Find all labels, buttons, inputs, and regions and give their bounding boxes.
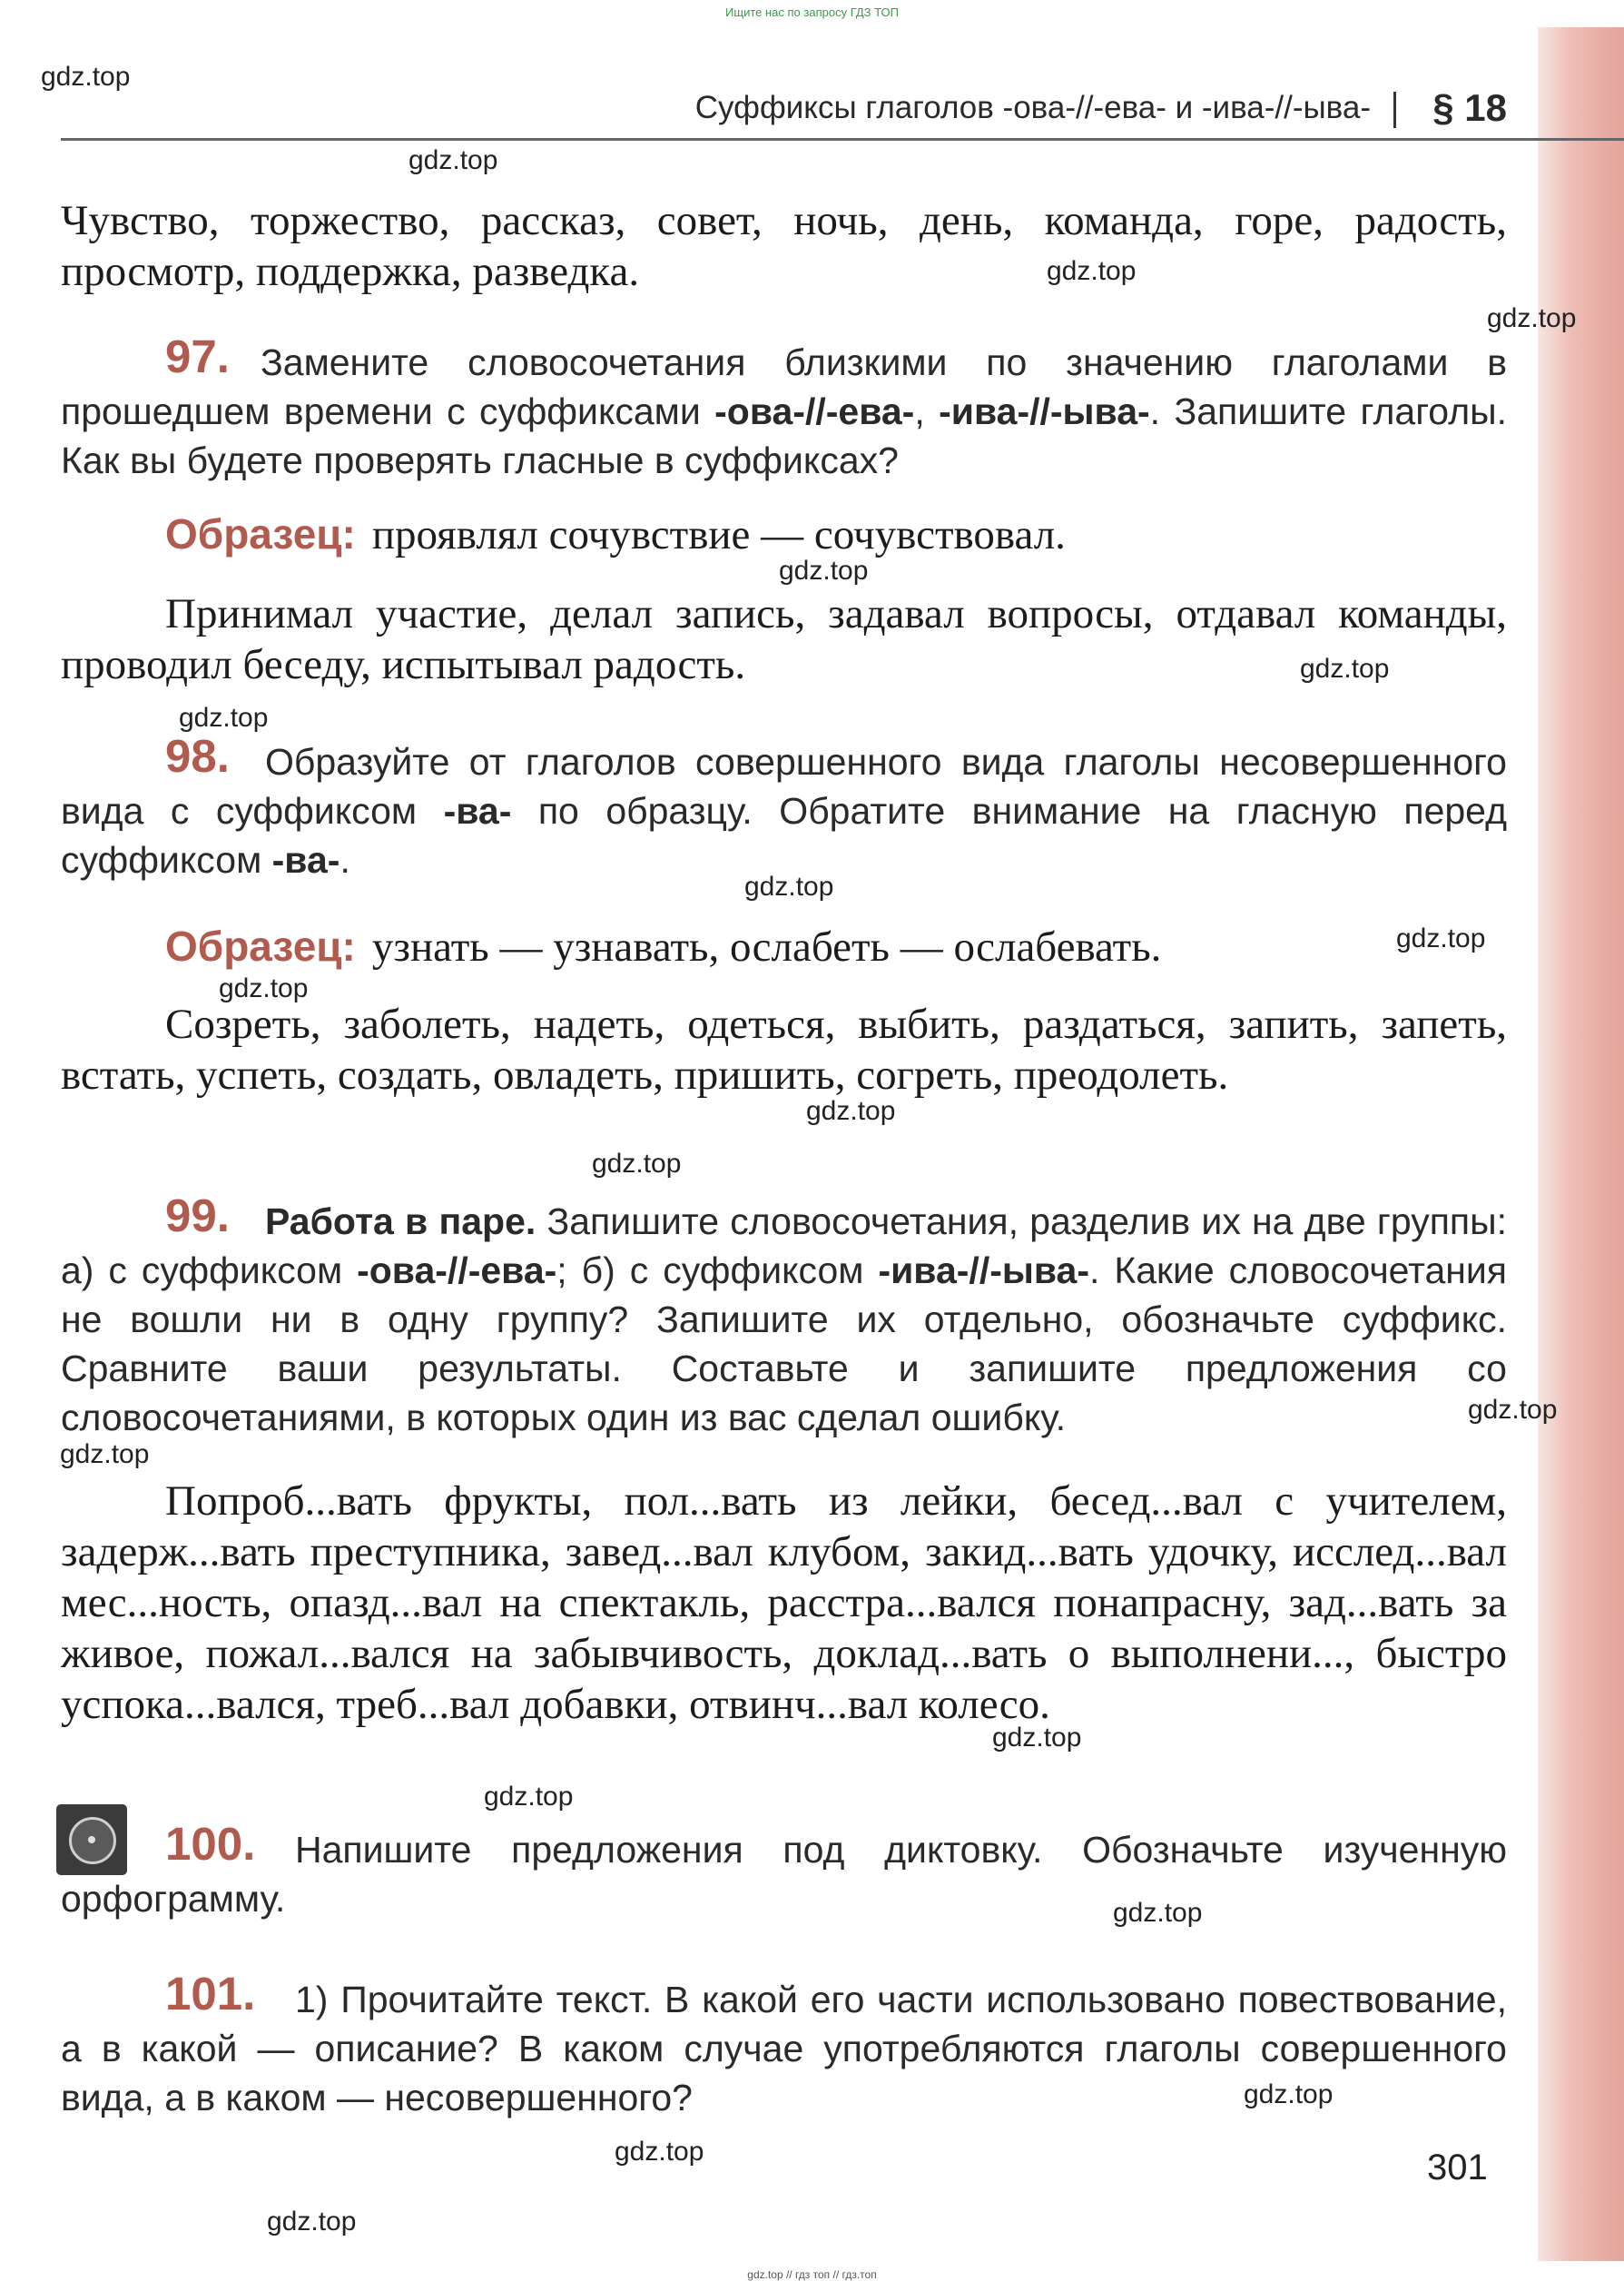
- watermark: gdz.top: [1300, 654, 1390, 684]
- watermark: gdz.top: [806, 1096, 896, 1126]
- watermark: gdz.top: [484, 1782, 574, 1812]
- exercise-number: 99.: [165, 1190, 230, 1241]
- watermark: gdz.top: [179, 703, 269, 733]
- exercise-101-instruction: 101. 1) Прочитайте текст. В какой его части использовано повествование, а в какой — описание? В каком случае употребляются глаголы совершенного вида, а в каком — несовершенного?: [61, 1968, 1507, 2118]
- watermark: gdz.top: [267, 2207, 357, 2237]
- header-rule: [61, 138, 1624, 141]
- sample-label: Образец:: [165, 923, 356, 970]
- exercise-98-instruction: 98. Образуйте от глаголов совершенного вида глаголы несовершенного вида с суффиксом -ва- по образцу. Обратите внимание на гласную перед суффиксом -ва-.: [61, 730, 1507, 881]
- watermark: gdz.top: [1244, 2079, 1334, 2109]
- header-title: Суффиксы глаголов -ова-//-ева- и -ива-//-ыва-: [694, 90, 1371, 125]
- exercise-100-instruction: 100. Напишите предложения под диктовку. Обозначьте изученную орфограмму.: [61, 1818, 1507, 1920]
- exercise-number: 98.: [165, 730, 230, 782]
- exercise-number: 101.: [165, 1968, 256, 2019]
- watermark: gdz.top: [408, 145, 498, 175]
- exercise-97-instruction: 97. Замените словосочетания близкими по значению глаголами в прошедшем времени с суффиксами -ова-//-ева-, -ива-//-ыва-. Запишите глаголы. Как вы будете проверять гласные в суффиксах?: [61, 331, 1507, 481]
- watermark: gdz.top: [744, 872, 834, 902]
- sample-label: Образец:: [165, 510, 356, 558]
- exercise-99-text: Попроб...вать фрукты, пол...вать из лейки, бесед...вал с учителем, задерж...вать преступника, завед...вал клубом, закид...вать удочку, исслед...вал мес...ность, опазд...вал на спектакль, расстра...вался понапрасну, зад...вать за живое, пожал...вался на забывчивость, доклад...вать о выполнени..., быстро успока...вался, треб...вал добавки, отвинч...вал колесо.: [61, 1477, 1507, 1728]
- page-edge-band: [1538, 27, 1624, 2261]
- watermark: gdz.top: [60, 1439, 150, 1469]
- exercise-97-text: Принимал участие, делал запись, задавал вопросы, отдавал команды, проводил беседу, испытывал радость.: [61, 590, 1507, 688]
- exercise-number: 100.: [165, 1818, 256, 1870]
- watermark: gdz.top: [1047, 256, 1137, 286]
- watermark: gdz.top: [779, 556, 869, 586]
- watermark: gdz.top: [1396, 923, 1486, 953]
- watermark: gdz.top: [615, 2137, 704, 2167]
- watermark: gdz.top: [1113, 1898, 1203, 1928]
- exercise-number: 97.: [165, 331, 230, 382]
- watermark: gdz.top: [219, 973, 309, 1003]
- exercise-97-sample: Образец: проявлял сочувствие — сочувствовал.: [165, 510, 1066, 558]
- exercise-98-text: Созреть, заболеть, надеть, одеться, выбить, раздаться, запить, запеть, встать, успеть, создать, овладеть, пришить, согреть, преодолеть.: [61, 1001, 1507, 1099]
- watermark: gdz.top: [1468, 1395, 1558, 1425]
- exercise-98-sample: Образец: узнать — узнавать, ослабеть — ослабевать.: [165, 923, 1162, 971]
- running-header: [0, 86, 1507, 137]
- top-banner: Ищите нас по запросу ГДЗ ТОП: [725, 5, 899, 19]
- watermark: gdz.top: [1487, 303, 1577, 333]
- exercise-97-number-spacer: [61, 341, 165, 383]
- watermark: gdz.top: [992, 1723, 1082, 1753]
- watermark: gdz.top: [592, 1149, 682, 1179]
- watermark: gdz.top: [41, 62, 131, 92]
- page-number: 301: [1427, 2148, 1488, 2187]
- header-divider: [1393, 92, 1396, 128]
- pair-work-label: Работа в паре.: [265, 1200, 536, 1242]
- exercise-99-instruction: 99. Работа в паре. Запишите словосочетания, разделив их на две группы: а) с суффиксом -ова-//-ева-; б) с суффиксом -ива-//-ыва-. Какие словосочетания не вошли ни в одну группу? Запишите их отдельно, обозначьте суффикс. Сравните ваши результаты. Составьте и запишите предложения со словосочетаниями, в которых один из вас сделал ошибку.: [61, 1190, 1507, 1438]
- bottom-banner: gdz.top // гдз топ // гдз.топ: [747, 2268, 877, 2281]
- intro-text: Чувство, торжество, рассказ, совет, ночь, день, команда, горе, радость, просмотр, поддержка, разведка.: [61, 197, 1507, 295]
- section-number: § 18: [1432, 86, 1507, 129]
